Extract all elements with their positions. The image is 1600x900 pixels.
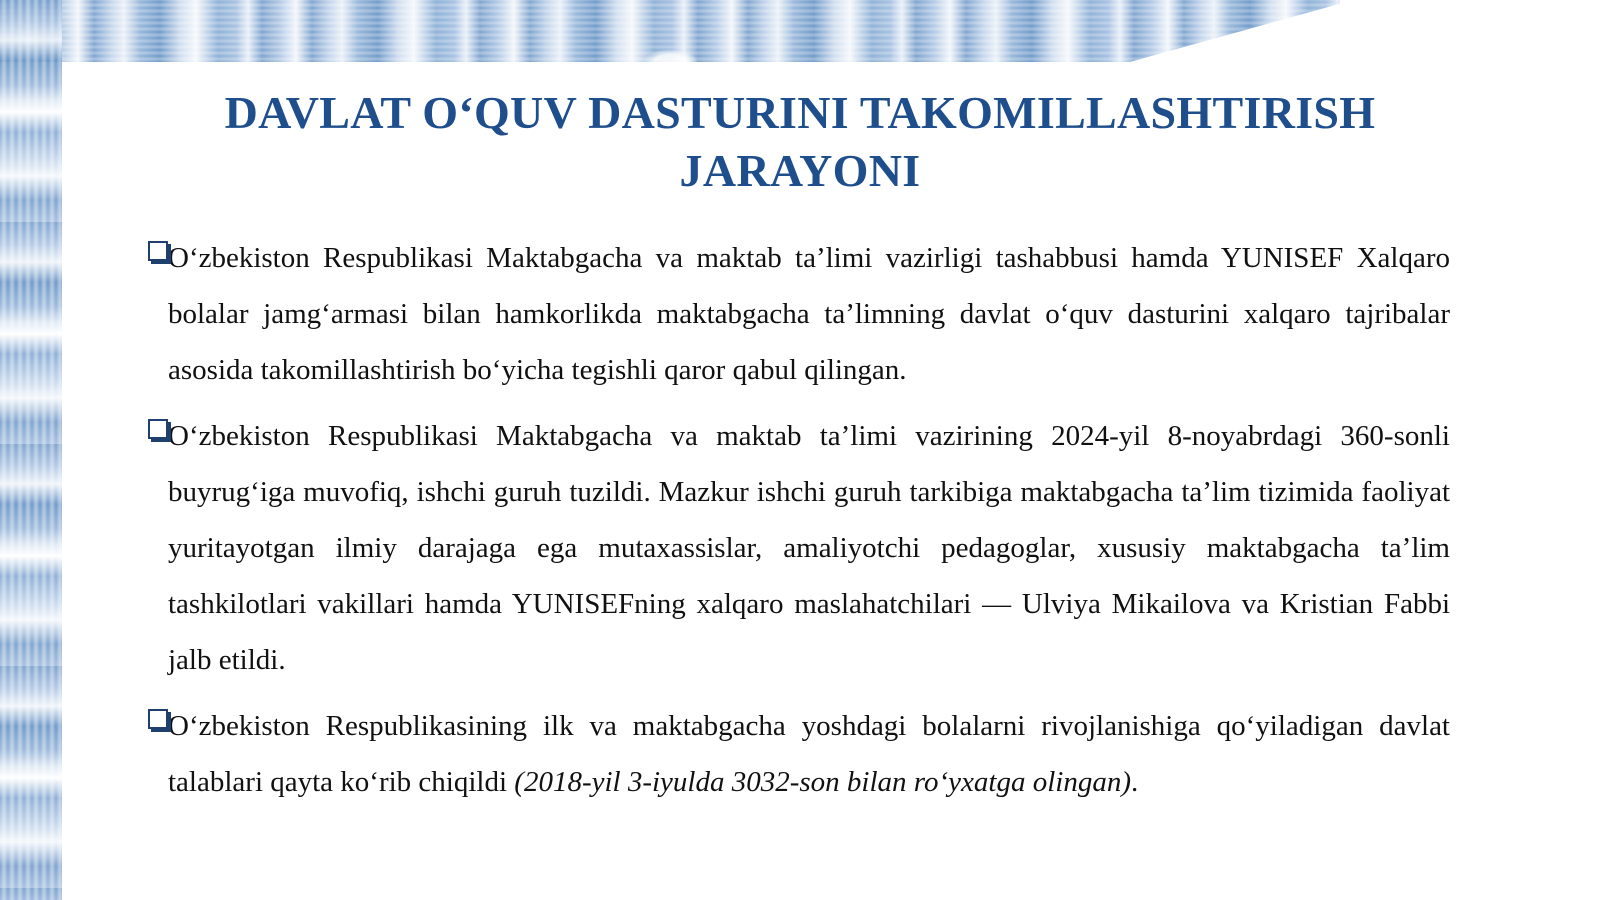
slide-title-line-2: JARAYONI [679, 145, 921, 196]
bullet-text-3-italic: (2018-yil 3-iyulda 3032-son bilan ro‘yxatga olingan) [514, 766, 1131, 798]
left-ikat-border [0, 0, 62, 900]
bullet-list [148, 230, 1450, 820]
hollow-square-bullet-icon [148, 241, 168, 261]
bullet-text-3: O‘zbekiston Respublikasining ilk va maktabgacha yoshdagi bolalarni rivojlanishiga qo‘yiladigan davlat talablari qayta ko‘rib chiqildi [168, 710, 1450, 798]
bullet-text-2: O‘zbekiston Respublikasi Maktabgacha va maktab ta’limi vazirining 2024-yil 8-noyabrdagi 360-sonli buyrug‘iga muvofiq, ishchi guruh tuzildi. Mazkur ishchi guruh tarkibiga maktabgacha ta’lim tizimida faoliyat yuritayotgan ilmiy darajaga ega mutaxassislar, amaliyotchi pedagoglar, xususiy maktabgacha ta’lim tashkilotlari vakillari hamda YUNISEFning xalqaro maslahatchilari — Ulviya Mikailova va Kristian Fabbi jalb etildi. [168, 420, 1450, 676]
bullet-text-3-end: . [1130, 766, 1139, 798]
slide-title [110, 84, 1490, 200]
top-ikat-border [0, 0, 1340, 62]
bullet-text-1: O‘zbekiston Respublikasi Maktabgacha va maktab ta’limi vazirligi tashabbusi hamda YUNISEF Xalqaro bolalar jamg‘armasi bilan hamkorlikda maktabgacha ta’limning davlat o‘quv dasturini xalqaro tajribalar asosida takomillashtirish bo‘yicha tegishli qaror qabul qilingan. [168, 242, 1450, 386]
bullet-item-2 [148, 408, 1450, 688]
slide-title-line-1: DAVLAT O‘QUV DASTURINI TAKOMILLASHTIRISH [224, 87, 1376, 138]
hollow-square-bullet-icon [148, 419, 168, 439]
hollow-square-bullet-icon [148, 709, 168, 729]
bullet-item-1 [148, 230, 1450, 398]
bullet-item-3 [148, 698, 1450, 810]
